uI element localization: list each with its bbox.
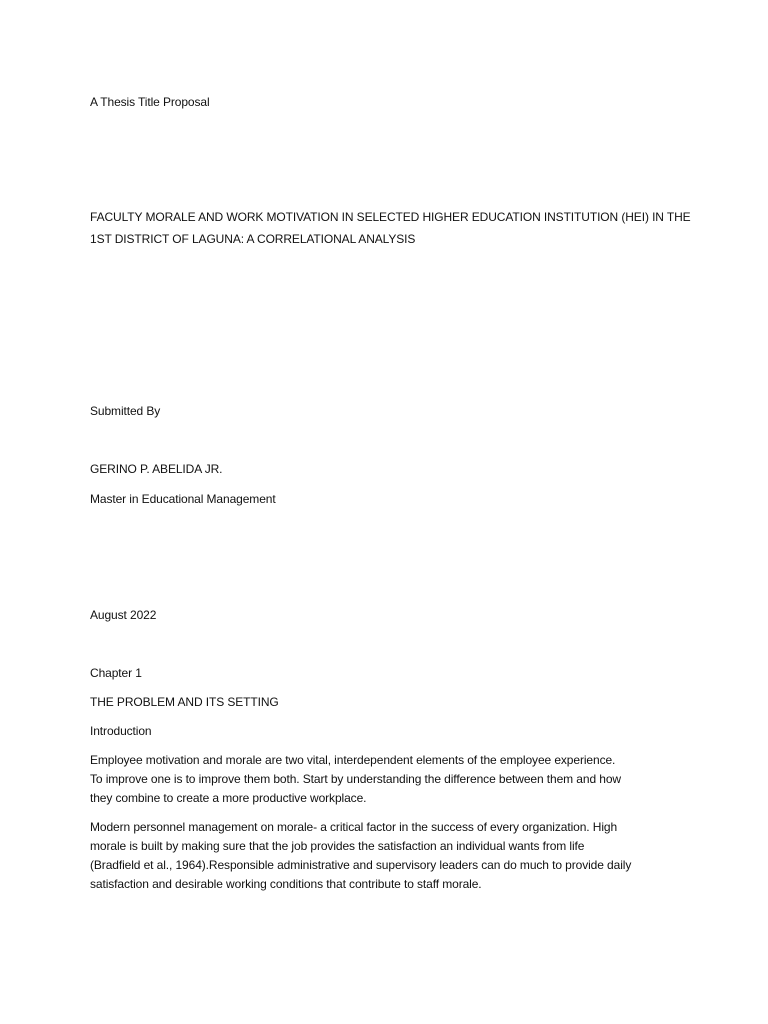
- thesis-title-line-1: FACULTY MORALE AND WORK MOTIVATION IN SELECTED HIGHER EDUCATION INSTITUTION (HEI) IN THE: [90, 210, 691, 224]
- author-name: GERINO P. ABELIDA JR.: [90, 462, 223, 476]
- paragraph-2-line-1: Modern personnel management on morale- a critical factor in the success of every organization. High: [90, 820, 618, 834]
- paragraph-2-line-2: morale is built by making sure that the job provides the satisfaction an individual wants from life: [90, 839, 585, 853]
- paragraph-2: [90, 818, 690, 894]
- paragraph-2-line-3: (Bradfield et al., 1964).Responsible administrative and supervisory leaders can do much to provide daily: [90, 858, 632, 872]
- paragraph-1-line-2: To improve one is to improve them both. Start by understanding the difference between them and how: [90, 772, 621, 786]
- paragraph-1-line-1: Employee motivation and morale are two vital, interdependent elements of the employee experience.: [90, 753, 616, 767]
- degree-program: Master in Educational Management: [90, 492, 276, 506]
- section-heading: Introduction: [90, 724, 152, 738]
- paragraph-1-line-3: they combine to create a more productive workplace.: [90, 791, 367, 805]
- submitted-by-label: Submitted By: [90, 404, 161, 418]
- paragraph-1: [90, 751, 690, 808]
- chapter-number: Chapter 1: [90, 666, 142, 680]
- thesis-title-line-2: 1ST DISTRICT OF LAGUNA: A CORRELATIONAL ANALYSIS: [90, 232, 416, 246]
- proposal-label: A Thesis Title Proposal: [90, 95, 210, 109]
- chapter-title: THE PROBLEM AND ITS SETTING: [90, 695, 279, 709]
- paragraph-2-line-4: satisfaction and desirable working conditions that contribute to staff morale.: [90, 877, 482, 891]
- submission-date: August 2022: [90, 608, 157, 622]
